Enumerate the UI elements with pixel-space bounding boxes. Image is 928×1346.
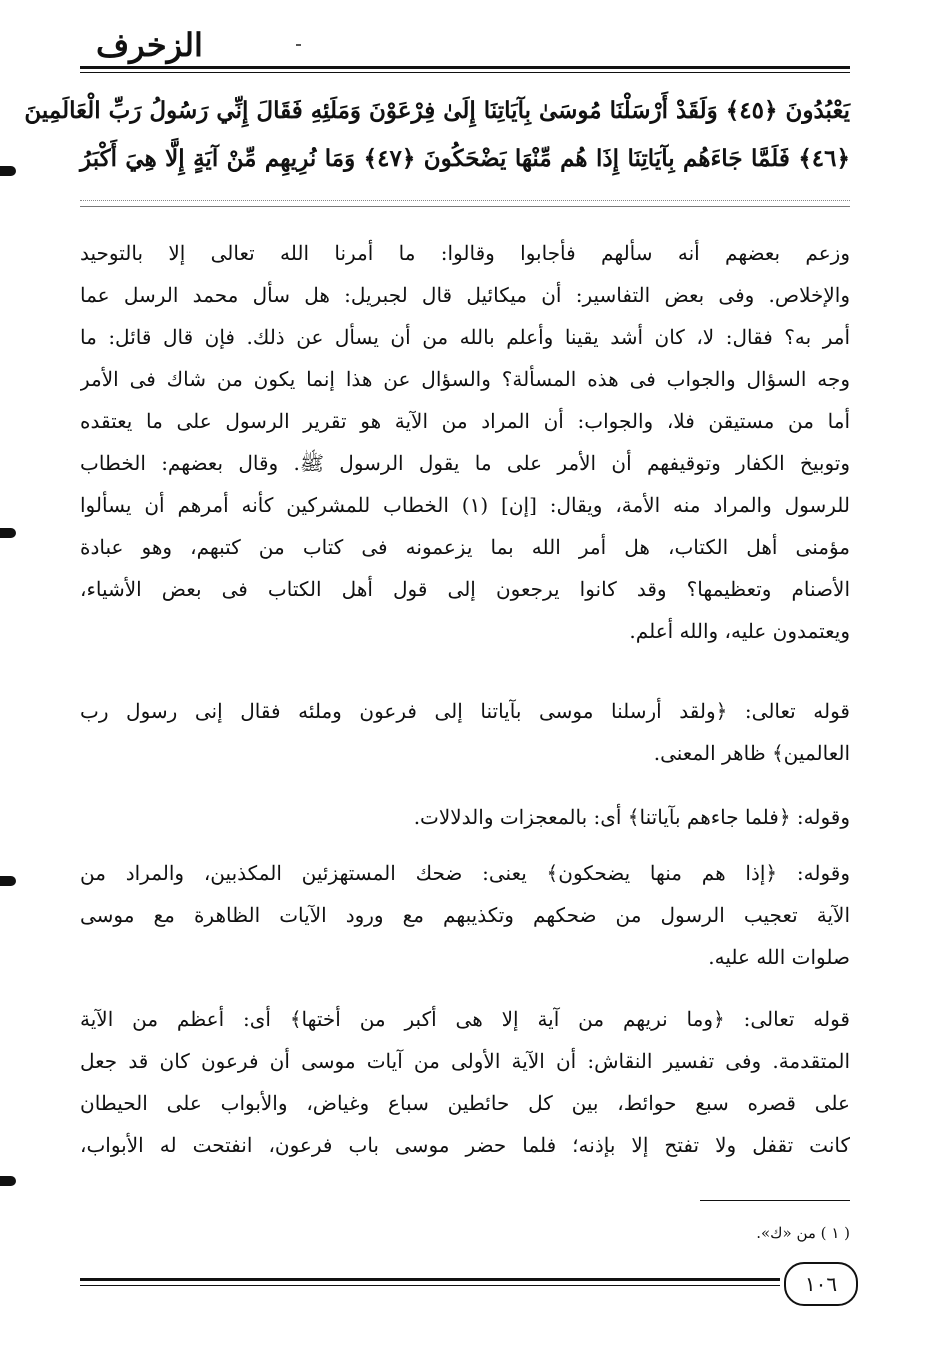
paragraph-line: على قصره سبع حوائط، بين كل حائطين سباع وغياض، والأبواب على الحيطان bbox=[80, 1091, 850, 1115]
paragraph-3 bbox=[80, 796, 850, 838]
quran-verse-line-1: يَعْبُدُونَ ﴿٤٥﴾ وَلَقَدْ أَرْسَلْنَا مُوسَىٰ بِآيَاتِنَا إِلَىٰ فِرْعَوْنَ وَمَلَئِهِ فَقَالَ إِنِّي رَسُولُ رَبِّ الْعَالَمِينَ bbox=[24, 97, 850, 124]
header-rule-thin bbox=[80, 72, 850, 73]
paragraph-line: كانت تقفل ولا تفتح إلا بإذنه؛ فلما حضر موسى باب فرعون، انفتحت له الأبواب، bbox=[80, 1133, 850, 1157]
footnote-rule bbox=[700, 1200, 850, 1201]
paragraph-line: العالمين﴾ ظاهر المعنى. bbox=[653, 741, 850, 765]
paragraph-line: وجه السؤال والجواب فى هذه المسألة؟ والسؤال عن هذا إنما يكون من شاك فى الأمر bbox=[80, 367, 850, 391]
footer-rule-thin bbox=[80, 1285, 780, 1286]
quran-verse-line-2: ﴿٤٦﴾ فَلَمَّا جَاءَهُم بِآيَاتِنَا إِذَا هُم مِّنْهَا يَضْحَكُونَ ﴿٤٧﴾ وَمَا نُرِيهِم مِّنْ آيَةٍ إِلَّا هِيَ أَكْبَرُ bbox=[80, 145, 850, 172]
paragraph-line: والإخلاص. وفى بعض التفاسير: أن ميكائيل قال لجبريل: هل سأل محمد الرسل عما bbox=[80, 283, 850, 307]
footnote: ( ١ ) من «ك». bbox=[756, 1224, 850, 1242]
paragraph-line: وتوبيخ الكفار وتوقيفهم أن الأمر على ما يقول الرسول ﷺ. وقال بعضهم: الخطاب bbox=[80, 451, 850, 475]
paragraph-1 bbox=[80, 232, 850, 652]
paragraph-line: وقوله: ﴿فلما جاءهم بآياتنا﴾ أى: بالمعجزات والدلالات. bbox=[413, 805, 850, 829]
margin-mark bbox=[0, 1176, 16, 1186]
margin-mark bbox=[0, 528, 16, 538]
paragraph-line: للرسول والمراد منه الأمة، ويقال: [إن] (١) الخطاب للمشركين كأنه أمرهم أن يسألوا bbox=[80, 493, 850, 517]
paragraph-line: الأصنام وتعظيمها؟ وقد كانوا يرجعون إلى قول أهل الكتاب فى بعض الأشياء، bbox=[80, 577, 850, 601]
paragraph-2 bbox=[80, 690, 850, 774]
paragraph-5 bbox=[80, 998, 850, 1166]
page-header-title: الزخرف bbox=[96, 26, 203, 64]
margin-mark bbox=[0, 876, 16, 886]
paragraph-line: قوله تعالى: ﴿ولقد أرسلنا موسى بآياتنا إلى فرعون وملئه فقال إنى رسول رب bbox=[80, 699, 850, 723]
paragraph-line: الآية تعجيب الرسول من ضحكهم وتكذيبهم مع ورود الآيات الظاهرة مع موسى bbox=[80, 903, 850, 927]
paragraph-line: وزعم بعضهم أنه سألهم فأجابوا وقالوا: ما أمرنا الله تعالى إلا بالتوحيد bbox=[80, 241, 850, 265]
header-rule-thick bbox=[80, 66, 850, 69]
paragraph-line: المتقدمة. وفى تفسير النقاش: أن الآية الأولى من آيات موسى أن فرعون كان قد جعل bbox=[80, 1049, 850, 1073]
margin-mark bbox=[0, 166, 16, 176]
header-mark bbox=[296, 44, 301, 46]
quran-separator-dotted bbox=[80, 200, 850, 201]
paragraph-line: أما من مستيقن فلا، والجواب: أن المراد من الآية هو تقرير الرسول على ما يعتقده bbox=[80, 409, 850, 433]
paragraph-4 bbox=[80, 852, 850, 978]
paragraph-line: قوله تعالى: ﴿وما نريهم من آية إلا هى أكبر من أختها﴾ أى: أعظم من الآية bbox=[80, 1007, 850, 1031]
footer-rule-thick bbox=[80, 1278, 780, 1281]
paragraph-line: وقوله: ﴿إذا هم منها يضحكون﴾ يعنى: ضحك المستهزئين المكذبين، والمراد من bbox=[80, 861, 850, 885]
paragraph-line: ويعتمدون عليه، والله أعلم. bbox=[629, 619, 850, 643]
quran-separator-line bbox=[80, 206, 850, 207]
paragraph-line: صلوات الله عليه. bbox=[708, 945, 850, 969]
paragraph-line: أمر به؟ فقال: لا، كان أشد يقينا وأعلم بالله من أن يسأل عن ذلك. فإن قال قائل: ما bbox=[80, 325, 850, 349]
page-number: ١٠٦ bbox=[784, 1262, 858, 1306]
paragraph-line: مؤمنى أهل الكتاب، هل أمر الله بما يزعمونه فى كتاب من كتبهم، وهو عبادة bbox=[80, 535, 850, 559]
